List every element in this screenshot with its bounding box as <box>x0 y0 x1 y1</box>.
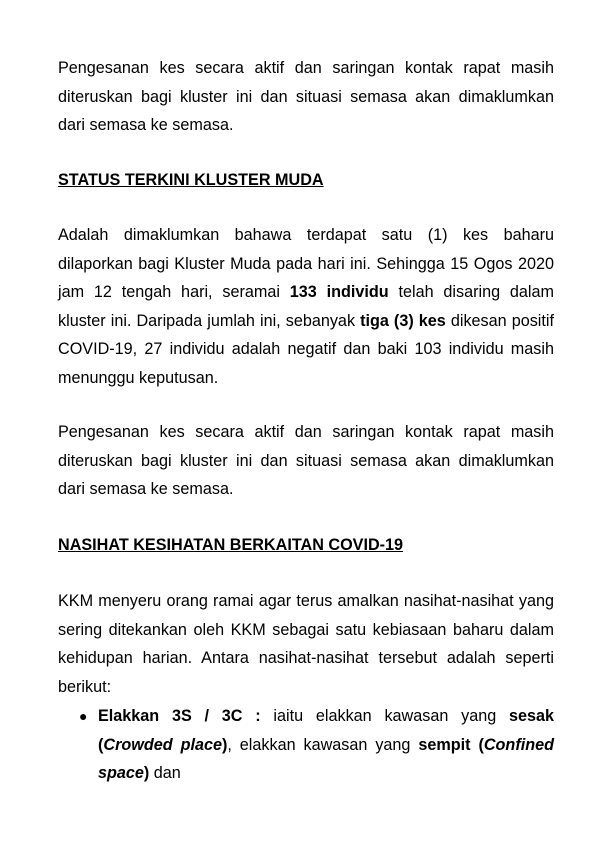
para2-text-2: telah disaring dalam kluster ini. Daripada jumlah ini, sebanyak <box>58 283 554 330</box>
list-item <box>58 702 554 788</box>
para2-bold-individuals: 133 individu <box>289 283 389 302</box>
heading-status-kluster-muda: STATUS TERKINI KLUSTER MUDA <box>58 171 324 189</box>
para2-bold-cases: tiga (3) kes <box>360 311 446 330</box>
paragraph-kkm-advice: KKM menyeru orang ramai agar terus amalkan nasihat-nasihat yang sering ditekankan oleh KKM sebagai satu kebiasaan baharu dalam kehidupan harian. Antara nasihat-nasihat tersebut adalah seperti berikut: <box>58 592 554 696</box>
para2-text-3: dikesan positif COVID-19, 27 individu adalah negatif dan baki 103 individu masih menunggu keputusan. <box>58 311 554 387</box>
bullet1-bold-2: sesak ( <box>98 707 554 754</box>
bullet1-bold-4: sempit ( <box>418 735 484 754</box>
paragraph-contact-tracing-1: Pengesanan kes secara aktif dan saringan kontak rapat masih diteruskan bagi kluster ini dan situasi semasa akan dimaklumkan dari semasa ke semasa. <box>58 59 554 135</box>
advice-list <box>58 702 554 788</box>
bullet1-bold-5: ) <box>143 764 150 783</box>
para2-text-1: Adalah dimaklumkan bahawa terdapat satu (1) kes baharu dilaporkan bagi Kluster Muda pada hari ini. Sehingga 15 Ogos 2020 jam 12 tengah hari, seramai <box>58 226 554 302</box>
paragraph-contact-tracing-2: Pengesanan kes secara aktif dan saringan kontak rapat masih diteruskan bagi kluster ini dan situasi semasa akan dimaklumkan dari semasa ke semasa. <box>58 423 554 499</box>
heading-nasihat-kesihatan: NASIHAT KESIHATAN BERKAITAN COVID-19 <box>58 536 404 554</box>
bullet1-bold-italic-1: Crowded place <box>103 735 222 754</box>
bullet-dot-icon: ● <box>79 708 88 724</box>
bullet1-text-3: dan <box>149 764 181 783</box>
bullet1-bold-1: Elakkan 3S / 3C : <box>98 707 261 725</box>
bullet1-text-2: , elakkan kawasan yang <box>227 735 419 754</box>
bullet1-bold-italic-2: Confined space <box>98 735 554 783</box>
bullet1-text-1: iaitu elakkan kawasan yang <box>260 707 509 725</box>
paragraph-cluster-status <box>58 221 554 393</box>
bullet1-bold-3: ) <box>221 735 228 754</box>
